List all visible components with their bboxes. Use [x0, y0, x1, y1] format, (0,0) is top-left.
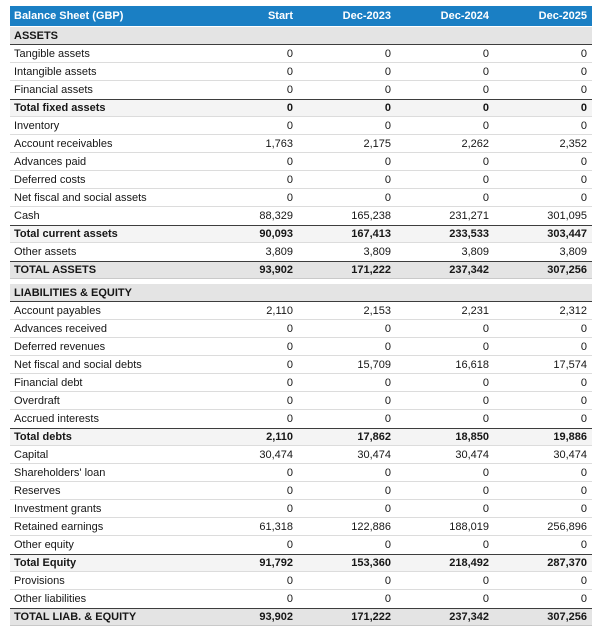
cell-value: 171,222 — [351, 611, 391, 623]
cell-value: 0 — [482, 65, 489, 78]
cell-value: 0 — [580, 340, 587, 353]
cell-value: 17,574 — [553, 358, 587, 371]
row-label: TOTAL ASSETS — [14, 264, 97, 276]
cell-value: 233,533 — [449, 228, 489, 240]
cell-value: 0 — [384, 119, 391, 132]
cell-value: 2,352 — [559, 137, 587, 150]
cell-value: 0 — [482, 102, 489, 114]
cell-value: 0 — [482, 574, 489, 587]
row-label: Capital — [14, 448, 49, 461]
cell-value: 0 — [580, 322, 587, 335]
cell-value: 0 — [384, 376, 391, 389]
section-title: ASSETS — [14, 29, 59, 42]
cell-value: 30,474 — [259, 448, 293, 461]
cell-value: 17,862 — [357, 431, 391, 443]
cell-value: 0 — [482, 394, 489, 407]
cell-value: 256,896 — [547, 520, 587, 533]
table-row — [10, 63, 592, 81]
table-row — [10, 207, 592, 225]
table-body — [10, 27, 592, 626]
cell-value: 307,256 — [547, 611, 587, 623]
cell-value: 167,413 — [351, 228, 391, 240]
cell-value: 165,238 — [351, 210, 391, 222]
cell-value: 0 — [286, 191, 293, 204]
cell-value: 0 — [384, 65, 391, 78]
cell-value: 0 — [482, 322, 489, 335]
table-row — [10, 482, 592, 500]
cell-value: 0 — [384, 155, 391, 168]
table-row — [10, 608, 592, 626]
cell-value: 0 — [482, 340, 489, 353]
cell-value: 2,110 — [266, 431, 293, 443]
row-label: Other equity — [14, 539, 74, 551]
row-label: Account receivables — [14, 137, 113, 150]
cell-value: 0 — [286, 119, 293, 132]
cell-value: 0 — [580, 84, 587, 96]
cell-value: 0 — [384, 502, 391, 515]
cell-value: 0 — [482, 376, 489, 389]
row-label: Advances paid — [14, 155, 87, 168]
table-row — [10, 45, 592, 63]
cell-value: 3,809 — [363, 246, 391, 258]
row-label: Other assets — [14, 246, 77, 258]
cell-value: 0 — [580, 376, 587, 389]
table-row — [10, 261, 592, 279]
row-label: TOTAL LIAB. & EQUITY — [14, 611, 137, 623]
cell-value: 0 — [580, 466, 587, 479]
cell-value: 153,360 — [351, 557, 391, 569]
cell-value: 0 — [286, 47, 293, 60]
cell-value: 88,329 — [259, 210, 293, 222]
cell-value: 0 — [286, 173, 293, 186]
cell-value: 0 — [286, 413, 293, 425]
cell-value: 0 — [384, 173, 391, 186]
column-header-dec-2025: Dec-2025 — [538, 10, 587, 22]
cell-value: 0 — [384, 539, 391, 551]
cell-value: 15,709 — [357, 358, 391, 371]
table-row — [10, 320, 592, 338]
cell-value: 0 — [482, 155, 489, 168]
table-row — [10, 99, 592, 117]
cell-value: 1,763 — [265, 137, 293, 150]
table-row — [10, 572, 592, 590]
table-row — [10, 225, 592, 243]
cell-value: 0 — [482, 119, 489, 132]
table-row — [10, 356, 592, 374]
cell-value: 0 — [482, 173, 489, 186]
cell-value: 0 — [286, 65, 293, 78]
row-label: Total Equity — [14, 557, 77, 569]
row-label: Retained earnings — [14, 520, 104, 533]
cell-value: 0 — [580, 65, 587, 78]
table-row — [10, 243, 592, 261]
cell-value: 287,370 — [547, 557, 587, 569]
cell-value: 0 — [286, 502, 293, 515]
table-title: Balance Sheet (GBP) — [14, 10, 124, 22]
column-header-dec-2024: Dec-2024 — [440, 10, 489, 22]
cell-value: 0 — [482, 593, 489, 605]
cell-value: 122,886 — [351, 520, 391, 533]
cell-value: 0 — [580, 119, 587, 132]
row-label: Deferred costs — [14, 173, 86, 186]
table-row — [10, 500, 592, 518]
cell-value: 0 — [286, 539, 293, 551]
cell-value: 30,474 — [455, 448, 489, 461]
table-header-row — [10, 6, 592, 26]
cell-value: 0 — [580, 173, 587, 186]
cell-value: 0 — [580, 539, 587, 551]
row-label: Shareholders' loan — [14, 466, 106, 479]
cell-value: 0 — [384, 466, 391, 479]
table-row — [10, 464, 592, 482]
table-row — [10, 446, 592, 464]
row-label: Financial assets — [14, 84, 93, 96]
cell-value: 0 — [580, 502, 587, 515]
cell-value: 0 — [384, 84, 391, 96]
cell-value: 93,902 — [259, 264, 293, 276]
cell-value: 0 — [580, 102, 587, 114]
cell-value: 218,492 — [449, 557, 489, 569]
cell-value: 0 — [580, 47, 587, 60]
cell-value: 30,474 — [357, 448, 391, 461]
table-row — [10, 117, 592, 135]
row-label: Total debts — [14, 431, 72, 443]
cell-value: 237,342 — [449, 611, 489, 623]
row-label: Accrued interests — [14, 413, 99, 425]
cell-value: 231,271 — [449, 210, 489, 222]
row-label: Tangible assets — [14, 47, 90, 60]
cell-value: 0 — [286, 593, 293, 605]
cell-value: 0 — [580, 191, 587, 204]
cell-value: 61,318 — [259, 520, 293, 533]
section-header — [10, 284, 592, 302]
cell-value: 0 — [286, 484, 293, 497]
table-row — [10, 428, 592, 446]
cell-value: 0 — [482, 191, 489, 204]
cell-value: 0 — [482, 413, 489, 425]
section-title: LIABILITIES & EQUITY — [14, 286, 132, 299]
cell-value: 0 — [580, 484, 587, 497]
table-row — [10, 302, 592, 320]
cell-value: 0 — [482, 466, 489, 479]
cell-value: 0 — [482, 47, 489, 60]
table-row — [10, 338, 592, 356]
row-label: Inventory — [14, 119, 60, 132]
cell-value: 0 — [384, 394, 391, 407]
cell-value: 2,110 — [266, 304, 293, 317]
cell-value: 0 — [286, 574, 293, 587]
cell-value: 0 — [580, 593, 587, 605]
cell-value: 0 — [384, 191, 391, 204]
table-row — [10, 189, 592, 207]
cell-value: 0 — [286, 102, 293, 114]
table-row — [10, 392, 592, 410]
row-label: Total current assets — [14, 228, 118, 240]
cell-value: 16,618 — [455, 358, 489, 371]
row-label: Account payables — [14, 304, 101, 317]
cell-value: 2,175 — [363, 137, 391, 150]
cell-value: 0 — [482, 539, 489, 551]
row-label: Advances received — [14, 322, 107, 335]
cell-value: 19,886 — [553, 431, 587, 443]
table-row — [10, 171, 592, 189]
column-header-start: Start — [267, 10, 293, 22]
row-label: Financial debt — [14, 376, 83, 389]
cell-value: 307,256 — [547, 264, 587, 276]
cell-value: 0 — [580, 394, 587, 407]
cell-value: 0 — [286, 358, 293, 371]
cell-value: 93,902 — [259, 611, 293, 623]
cell-value: 3,809 — [265, 246, 293, 258]
cell-value: 0 — [384, 102, 391, 114]
row-label: Provisions — [14, 574, 65, 587]
row-label: Investment grants — [14, 502, 102, 515]
cell-value: 237,342 — [449, 264, 489, 276]
cell-value: 90,093 — [259, 228, 293, 240]
balance-sheet-table — [10, 6, 592, 626]
cell-value: 0 — [286, 394, 293, 407]
cell-value: 0 — [384, 574, 391, 587]
cell-value: 91,792 — [259, 557, 293, 569]
section-header — [10, 27, 592, 45]
table-row — [10, 153, 592, 171]
cell-value: 2,231 — [461, 304, 489, 317]
cell-value: 188,019 — [449, 520, 489, 533]
table-row — [10, 135, 592, 153]
cell-value: 0 — [384, 47, 391, 60]
table-row — [10, 554, 592, 572]
row-label: Cash — [14, 210, 40, 222]
cell-value: 3,809 — [461, 246, 489, 258]
cell-value: 171,222 — [351, 264, 391, 276]
table-row — [10, 518, 592, 536]
cell-value: 303,447 — [547, 228, 587, 240]
cell-value: 3,809 — [559, 246, 587, 258]
cell-value: 2,312 — [559, 304, 587, 317]
cell-value: 0 — [384, 340, 391, 353]
cell-value: 0 — [482, 484, 489, 497]
cell-value: 0 — [384, 322, 391, 335]
row-label: Intangible assets — [14, 65, 97, 78]
column-header-dec-2023: Dec-2023 — [342, 10, 391, 22]
cell-value: 0 — [286, 466, 293, 479]
cell-value: 0 — [580, 413, 587, 425]
cell-value: 0 — [482, 84, 489, 96]
cell-value: 2,153 — [363, 304, 391, 317]
cell-value: 30,474 — [553, 448, 587, 461]
row-label: Net fiscal and social debts — [14, 358, 142, 371]
row-label: Deferred revenues — [14, 340, 106, 353]
cell-value: 2,262 — [461, 137, 489, 150]
cell-value: 0 — [286, 155, 293, 168]
cell-value: 301,095 — [547, 210, 587, 222]
row-label: Net fiscal and social assets — [14, 191, 147, 204]
cell-value: 0 — [286, 376, 293, 389]
cell-value: 0 — [286, 322, 293, 335]
table-row — [10, 590, 592, 608]
cell-value: 0 — [286, 84, 293, 96]
row-label: Other liabilities — [14, 593, 87, 605]
cell-value: 0 — [384, 413, 391, 425]
table-row — [10, 410, 592, 428]
cell-value: 0 — [482, 502, 489, 515]
row-label: Reserves — [14, 484, 61, 497]
cell-value: 0 — [580, 574, 587, 587]
row-label: Overdraft — [14, 394, 60, 407]
row-label: Total fixed assets — [14, 102, 106, 114]
cell-value: 0 — [384, 593, 391, 605]
table-row — [10, 536, 592, 554]
table-row — [10, 374, 592, 392]
cell-value: 0 — [286, 340, 293, 353]
table-row — [10, 81, 592, 99]
cell-value: 18,850 — [455, 431, 489, 443]
cell-value: 0 — [384, 484, 391, 497]
cell-value: 0 — [580, 155, 587, 168]
